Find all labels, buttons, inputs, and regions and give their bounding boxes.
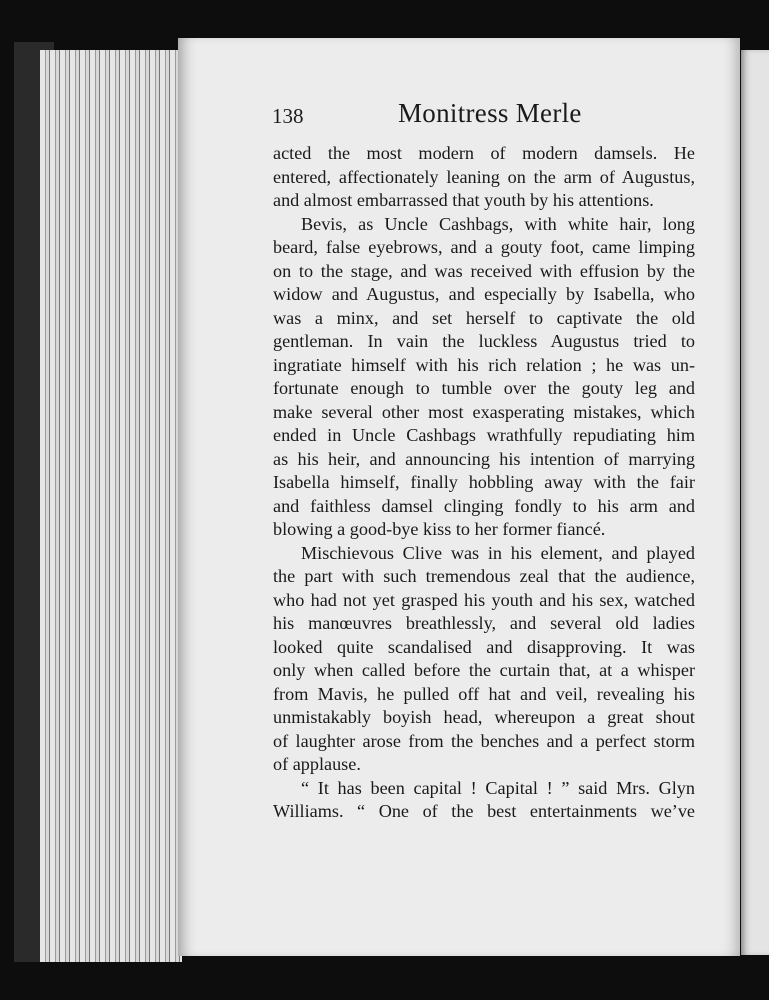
text-line: “ It has been capital ! Capital ! ” said Mrs. Glyn bbox=[301, 777, 695, 798]
text-line: looked quite scandalised and disapproving. It was bbox=[273, 636, 695, 657]
text-line: entered, affectionately leaning on the arm of Augustus, bbox=[273, 166, 695, 187]
page-edges bbox=[40, 50, 182, 962]
text-line: only when called before the curtain that, at a whisper bbox=[273, 660, 695, 680]
running-title: Monitress Merle bbox=[398, 98, 582, 128]
text-line: and almost embarrassed that youth by his attentions. bbox=[273, 190, 654, 210]
text-line: of applause. bbox=[273, 754, 361, 774]
text-line: ended in Uncle Cashbags wrathfully repudiating him bbox=[273, 425, 695, 445]
text-line: beard, false eyebrows, and a gouty foot, came limping bbox=[273, 237, 695, 257]
text-line: ingratiate himself with his rich relation ; he was un- bbox=[273, 354, 695, 375]
page-number: 138 bbox=[272, 104, 304, 128]
text-line: as his heir, and announcing his intention of marrying bbox=[273, 448, 695, 469]
facing-page bbox=[741, 50, 769, 955]
text-line: Isabella himself, finally hobbling away with the fair bbox=[273, 472, 695, 492]
text-line: fortunate enough to tumble over the gouty leg and bbox=[273, 378, 695, 398]
text-line: widow and Augustus, and especially by Isabella, who bbox=[273, 284, 695, 304]
text-line: on to the stage, and was received with effusion by the bbox=[273, 260, 695, 281]
text-line: blowing a good-bye kiss to her former fiancé. bbox=[273, 519, 606, 539]
text-line: his manœuvres breathlessly, and several old ladies bbox=[273, 613, 695, 633]
text-line: make several other most exasperating mistakes, which bbox=[273, 401, 695, 422]
text-line: gentleman. In vain the luckless Augustus tried to bbox=[273, 331, 695, 351]
text-line: Williams. “ One of the best entertainments we’ve bbox=[273, 801, 695, 821]
text-line: from Mavis, he pulled off hat and veil, revealing his bbox=[273, 683, 695, 704]
page-body-text bbox=[273, 142, 695, 824]
text-line: Bevis, as Uncle Cashbags, with white hair, long bbox=[301, 213, 695, 234]
text-line: acted the most modern of modern damsels. He bbox=[273, 143, 695, 163]
text-line: Mischievous Clive was in his element, and played bbox=[301, 542, 695, 563]
text-line: unmistakably boyish head, whereupon a great shout bbox=[273, 707, 695, 727]
text-line: who had not yet grasped his youth and his sex, watched bbox=[273, 589, 695, 610]
text-line: the part with such tremendous zeal that the audience, bbox=[273, 566, 695, 586]
text-line: and faithless damsel clinging fondly to his arm and bbox=[273, 495, 695, 516]
text-line: was a minx, and set herself to captivate the old bbox=[273, 307, 695, 328]
text-line: of laughter arose from the benches and a perfect storm bbox=[273, 730, 695, 751]
